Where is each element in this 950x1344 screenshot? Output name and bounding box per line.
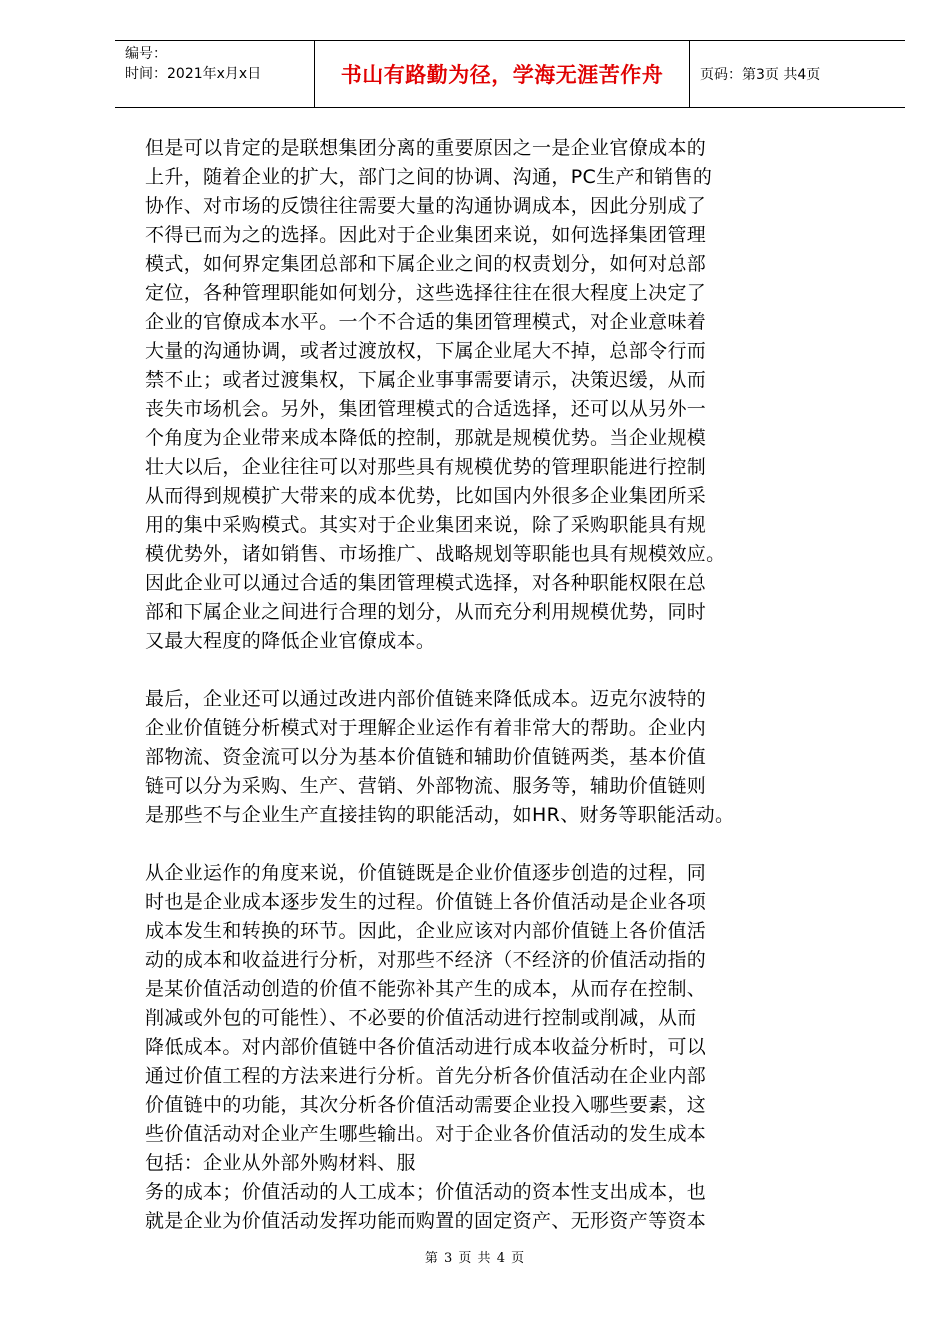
document-time-label: 时间：2021年x月x日 [125, 66, 262, 82]
text-line: 用的集中采购模式。其实对于企业集团来说，除了采购职能具有规 [145, 514, 707, 536]
text-line: 些价值活动对企业产生哪些输出。对于企业各价值活动的发生成本 [145, 1123, 707, 1145]
text-line: 模式，如何界定集团总部和下属企业之间的权责划分，如何对总部 [145, 253, 707, 275]
text-line: 从企业运作的角度来说，价值链既是企业价值逐步创造的过程，同 [145, 862, 707, 884]
text-line: 上升，随着企业的扩大，部门之间的协调、沟通，PC生产和销售的 [145, 166, 713, 188]
text-line: 个角度为企业带来成本降低的控制，那就是规模优势。当企业规模 [145, 427, 707, 449]
text-line: 就是企业为价值活动发挥功能而购置的固定资产、无形资产等资本 [145, 1210, 707, 1232]
page-header [115, 40, 905, 108]
paragraph-2 [145, 685, 835, 830]
text-line: 价值链中的功能，其次分析各价值活动需要企业投入哪些要素，这 [145, 1094, 707, 1116]
text-line: 削减或外包的可能性）、不必要的价值活动进行控制或削减，从而 [145, 1007, 697, 1029]
header-motto: 书山有路勤为径，学海无涯苦作舟 [340, 62, 664, 87]
page-footer: 第 3 页 共 4 页 [424, 1251, 526, 1266]
text-line: 是某价值活动创造的价值不能弥补其产生的成本，从而存在控制、 [145, 978, 707, 1000]
text-line: 降低成本。对内部价值链中各价值活动进行成本收益分析时，可以 [145, 1036, 707, 1058]
header-motto-cell [315, 41, 690, 107]
text-line: 链可以分为采购、生产、营销、外部物流、服务等，辅助价值链则 [145, 775, 707, 797]
text-line: 包括：企业从外部外购材料、服 [145, 1152, 416, 1174]
document-body [145, 134, 835, 1265]
paragraph-3 [145, 859, 835, 1236]
text-line: 因此企业可以通过合适的集团管理模式选择，对各种职能权限在总 [145, 572, 707, 594]
document-number-label: 编号： [125, 46, 167, 62]
header-meta [115, 41, 315, 107]
text-line: 壮大以后，企业往往可以对那些具有规模优势的管理职能进行控制 [145, 456, 707, 478]
text-line: 成本发生和转换的环节。因此，企业应该对内部价值链上各价值活 [145, 920, 707, 942]
text-line: 协作、对市场的反馈往往需要大量的沟通协调成本，因此分别成了 [145, 195, 707, 217]
text-line: 企业价值链分析模式对于理解企业运作有着非常大的帮助。企业内 [145, 717, 707, 739]
text-line: 大量的沟通协调，或者过渡放权，下属企业尾大不掉，总部令行而 [145, 340, 707, 362]
text-line: 务的成本；价值活动的人工成本；价值活动的资本性支出成本，也 [145, 1181, 707, 1203]
text-line: 是那些不与企业生产直接挂钩的职能活动，如HR、财务等职能活动。 [145, 804, 735, 826]
text-line: 部和下属企业之间进行合理的划分，从而充分利用规模优势，同时 [145, 601, 707, 623]
text-line: 丧失市场机会。另外，集团管理模式的合适选择，还可以从另外一 [145, 398, 707, 420]
header-page-code: 页码：第3页 共4页 [700, 67, 821, 83]
text-line: 部物流、资金流可以分为基本价值链和辅助价值链两类，基本价值 [145, 746, 707, 768]
text-line: 动的成本和收益进行分析，对那些不经济（不经济的价值活动指的 [145, 949, 707, 971]
text-line: 通过价值工程的方法来进行分析。首先分析各价值活动在企业内部 [145, 1065, 707, 1087]
text-line: 企业的官僚成本水平。一个不合适的集团管理模式，对企业意味着 [145, 311, 707, 333]
text-line: 不得已而为之的选择。因此对于企业集团来说，如何选择集团管理 [145, 224, 707, 246]
text-line: 模优势外，诸如销售、市场推广、战略规划等职能也具有规模效应。 [145, 543, 726, 565]
text-line: 从而得到规模扩大带来的成本优势，比如国内外很多企业集团所采 [145, 485, 707, 507]
text-line: 但是可以肯定的是联想集团分离的重要原因之一是企业官僚成本的 [145, 137, 707, 159]
text-line: 定位，各种管理职能如何划分，这些选择往往在很大程度上决定了 [145, 282, 707, 304]
text-line: 禁不止；或者过渡集权，下属企业事事需要请示，决策迟缓，从而 [145, 369, 707, 391]
text-line: 又最大程度的降低企业官僚成本。 [145, 630, 436, 652]
paragraph-1 [145, 134, 835, 656]
header-page-cell [690, 41, 905, 107]
text-line: 最后，企业还可以通过改进内部价值链来降低成本。迈克尔波特的 [145, 688, 707, 710]
text-line: 时也是企业成本逐步发生的过程。价值链上各价值活动是企业各项 [145, 891, 707, 913]
